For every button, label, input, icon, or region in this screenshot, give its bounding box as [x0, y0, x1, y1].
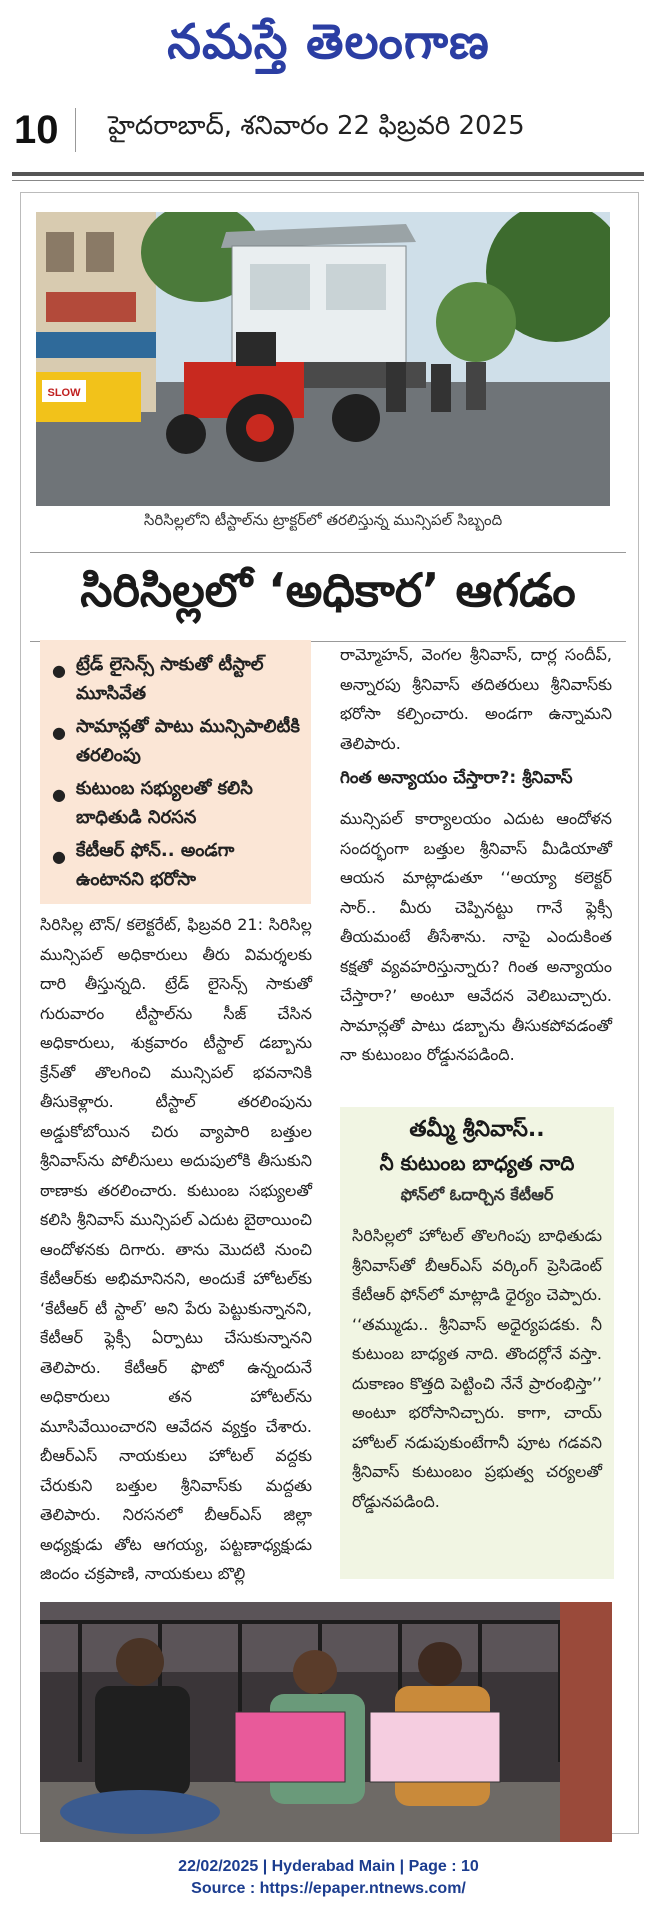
highlight-text: కేటీఆర్ ఫోన్.. అండగా ఉంటానని భరోసా [76, 840, 235, 890]
footer-source-link[interactable]: Source : https://epaper.ntnews.com/ [191, 1880, 466, 1897]
header-rule-thin [12, 180, 644, 181]
highlight-item [52, 774, 302, 832]
highlight-item [52, 650, 302, 708]
photo-caption: సిరిసిల్లలోని టీస్టాల్‌ను ట్రాక్టర్‌లో తరలిస్తున్న మున్సిపల్ సిబ్బంది [143, 511, 503, 529]
body-column-right-top: రామ్మోహన్, వెంగల శ్రీనివాస్, దార్ల సందీప్, అన్నారపు శ్రీనివాస్ తదితరులు శ్రీనివాస్‌కు భరోసా కల్పించారు. అండగా ఉన్నామని తెలిపారు. [340, 645, 612, 753]
highlight-item [52, 836, 302, 894]
barricade-sign: SLOW [47, 387, 81, 399]
bullet-icon: ● [52, 847, 66, 866]
sidebar-heading-2: నీ కుటుంబ బాధ్యత నాది [379, 1151, 575, 1175]
page-number-divider [75, 108, 76, 152]
photo-tractor-illustration [36, 212, 610, 506]
headline: సిరిసిల్లలో ‘అధికార’ ఆగడం [30, 552, 626, 642]
photo-family-protest [40, 1602, 612, 1842]
sidebar-body: సిరిసిల్లలో హోటల్ తొలగింపు బాధితుడు శ్రీనివాస్‌తో బీఆర్‌ఎస్ వర్కింగ్ ప్రెసిడెంట్ కేటీఆర్ ఫోన్‌లో మాట్లాడి ధైర్యం చెప్పారు. ‘‘తమ్ముడు.. శ్రీనివాస్ అధైర్యపడకు. నీ కుటుంబ బాధ్యత నాది. తొందర్లోనే వస్తా. దుకాణం కొత్తది పెట్టించి నేనే ప్రారంభిస్తా’’ అంటూ భరోసానిచ్చారు. కాగా, చాయ్ హోటల్ నడుపుకుంటేగానీ పూట గడవని శ్రీనివాస్ కుటుంబం ప్రభుత్వ చర్యలతో రోడ్డునపడింది. [352, 1226, 602, 1511]
sidebar-box [340, 1107, 614, 1579]
highlight-item [52, 712, 302, 770]
sidebar-heading-1: తమ్మీ శ్రీనివాస్.. [409, 1117, 545, 1142]
bullet-icon: ● [52, 723, 66, 742]
body-column-left: సిరిసిల్ల టౌన్/ కలెక్టరేట్, ఫిబ్రవరి 21: సిరిసిల్ల మున్సిపల్ అధికారులు తీరు విమర్శలకు దారి తీస్తున్నది. ట్రేడ్ లైసెన్స్ సాకుతో గురువారం టీస్టాల్‌ను సీజ్ చేసిన అధికారులు, శుక్రవారం టీస్టాల్ డబ్బాను క్రేన్‌తో తొలగించి మున్సిపల్ భవనానికి తీసుకెళ్లారు. టీస్టాల్ తరలింపును అడ్డుకోబోయిన చిరు వ్యాపారి బత్తుల శ్రీనివాస్‌ను పోలీసులు అదుపులోకి తీసుకుని ఠాణాకు తరలించారు. కుటుంబ సభ్యులతో కలిసి శ్రీనివాస్ మున్సిపల్ ఎదుట బైఠాయించి ఆందోళనకు దిగారు. తాను మొదటి నుంచి కేటీఆర్‌కు అభిమానినని, అందుకే హోటల్‌కు ‘కేటీఆర్ టీ స్టాల్’ అని పేరు పెట్టుకున్నానని, కేటీఆర్ ఫ్లెక్సీ ఏర్పాటు చేసుకున్నానని తెలిపారు. కేటీఆర్ ఫొటో ఉన్నందునే అధికారులు తన హోటల్‌ను మూసివేయించారని ఆవేదన వ్యక్తం చేశారు. బీఆర్‌ఎస్ నాయకులు హోటల్ వద్దకు చేరుకుని బత్తుల శ్రీనివాస్‌కు మద్దతు తెలిపారు. నిరసనలో బీఆర్‌ఎస్ జిల్లా అధ్యక్షుడు తోట ఆగయ్య, పట్టణాధ్యక్షుడు జిందం చక్రపాణి, నాయకులు బొల్లి [40, 915, 312, 1583]
header-rule-thick [12, 172, 644, 176]
body-column-right-mid: మున్సిపల్ కార్యాలయం ఎదుట ఆందోళన సందర్భంగా బత్తుల శ్రీనివాస్ మీడియాతో ఆయన మాట్లాడుతూ ‘‘అయ్యా కలెక్టర్ సార్.. మీరు చెప్పినట్టు గానే ఫ్లెక్సీ తీయమంటే తీసేశాను. నాపై ఎందుకింత కక్షతో వ్యవహరిస్తున్నారు? గింత అన్యాయం చేస్తారా?’ అంటూ ఆవేదన వెలిబుచ్చారు. సామాన్లతో పాటు డబ్బాను తీసుకపోవడంతో నా కుటుంబం రోడ్డునపడింది. [340, 809, 612, 1064]
footer [0, 1856, 657, 1900]
highlight-text: సామాన్లతో పాటు మున్సిపాలిటీకి తరలింపు [76, 716, 300, 766]
subhead: గింత అన్యాయం చేస్తారా?: శ్రీనివాస్ [340, 768, 573, 788]
photo-protest-illustration [40, 1602, 612, 1842]
bullet-icon: ● [52, 661, 66, 680]
highlight-text: ట్రేడ్ లైసెన్స్ సాకుతో టీస్టాల్ మూసివేత [76, 654, 264, 704]
page-number: 10 [14, 108, 59, 152]
highlights-box [40, 640, 311, 904]
footer-date-edition: 22/02/2025 | Hyderabad Main | Page : 10 [178, 1858, 479, 1875]
photo-tractor-teastall [36, 212, 610, 506]
bullet-icon: ● [52, 785, 66, 804]
highlight-text: కుటుంబ సభ్యులతో కలిసి బాధితుడి నిరసన [76, 778, 253, 828]
masthead-title: నమస్తే తెలంగాణ [167, 14, 490, 70]
sidebar-heading-3: ఫోన్‌లో ఓదార్చిన కేటీఆర్ [400, 1185, 554, 1204]
dateline: హైదరాబాద్, శనివారం 22 ఫిబ్రవరి 2025 [108, 111, 525, 141]
